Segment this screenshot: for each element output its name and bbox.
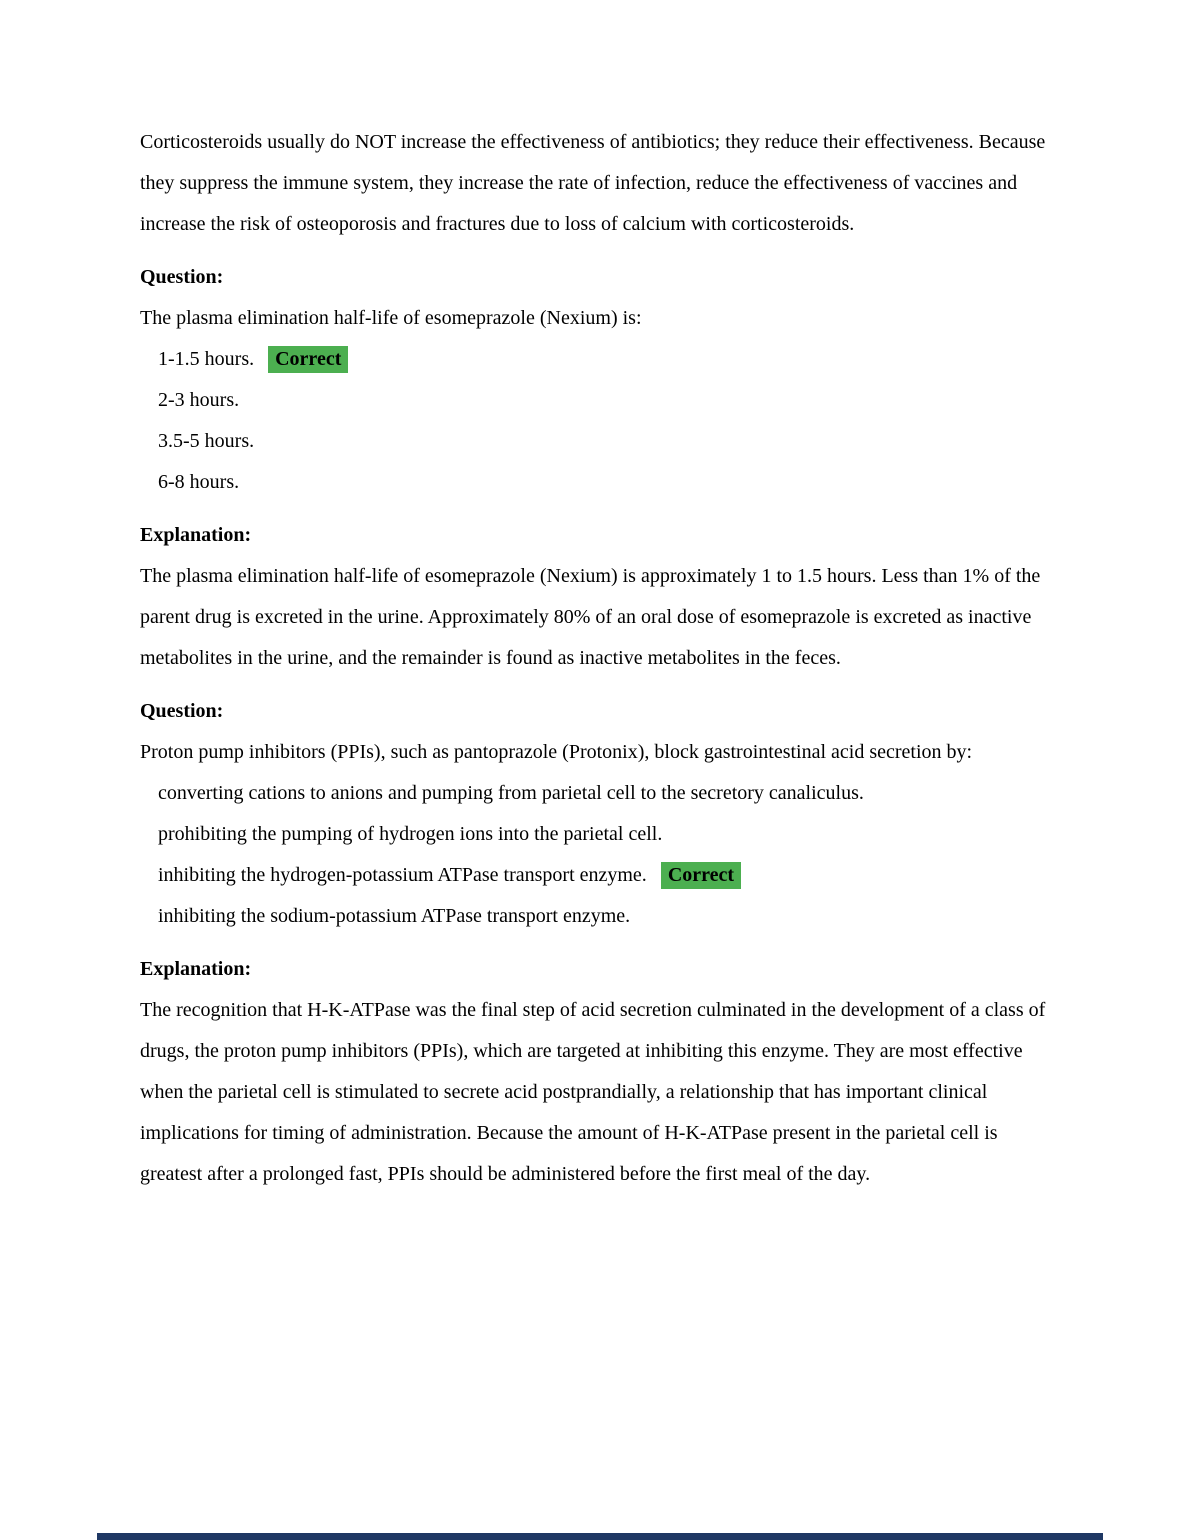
- document-content: [140, 122, 1052, 1195]
- option-text: prohibiting the pumping of hydrogen ions into the parietal cell.: [158, 823, 663, 845]
- explanation-1-heading: Explanation:: [140, 524, 252, 546]
- question-2-option-2: [158, 814, 1052, 855]
- intro-paragraph: Corticosteroids usually do NOT increase the effectiveness of antibiotics; they reduce their effectiveness. Because they suppress the immune system, they increase the rate of infection, reduce the effectiveness of vaccines and increase the risk of osteoporosis and fractures due to loss of calcium with corticosteroids.: [140, 131, 1046, 235]
- correct-badge: Correct: [268, 346, 348, 373]
- correct-badge: Correct: [661, 862, 741, 889]
- question-1-option-2: [158, 380, 1052, 421]
- option-text: inhibiting the hydrogen-potassium ATPase transport enzyme.: [158, 864, 647, 886]
- explanation-1-text: The plasma elimination half-life of esomeprazole (Nexium) is approximately 1 to 1.5 hours. Less than 1% of the parent drug is excreted in the urine. Approximately 80% of an oral dose of esomeprazole is excreted as inactive metabolites in the urine, and the remainder is found as inactive metabolites in the feces.: [140, 565, 1041, 669]
- question-1-heading: Question:: [140, 266, 224, 288]
- question-1-option-1: [158, 339, 1052, 380]
- option-text: 3.5-5 hours.: [158, 430, 255, 452]
- next-page-edge-bar: [97, 1533, 1103, 1540]
- question-1-text: The plasma elimination half-life of esomeprazole (Nexium) is:: [140, 307, 642, 329]
- option-text: 6-8 hours.: [158, 471, 240, 493]
- option-text: converting cations to anions and pumping from parietal cell to the secretory canaliculus.: [158, 782, 864, 804]
- explanation-2-heading: Explanation:: [140, 958, 252, 980]
- question-2-options: [140, 773, 1052, 937]
- question-2-option-3: [158, 855, 1052, 896]
- option-text: inhibiting the sodium-potassium ATPase transport enzyme.: [158, 905, 631, 927]
- question-1-option-3: [158, 421, 1052, 462]
- question-1-options: [140, 339, 1052, 503]
- option-text: 1-1.5 hours.: [158, 348, 255, 370]
- question-2-heading: Question:: [140, 700, 224, 722]
- question-2-option-1: [158, 773, 1052, 814]
- option-text: 2-3 hours.: [158, 389, 240, 411]
- question-2-option-4: [158, 896, 1052, 937]
- explanation-2-text: The recognition that H-K-ATPase was the final step of acid secretion culminated in the development of a class of drugs, the proton pump inhibitors (PPIs), which are targeted at inhibiting this enzyme. They are most effective when the parietal cell is stimulated to secrete acid postprandially, a relationship that has important clinical implications for timing of administration. Because the amount of H-K-ATPase present in the parietal cell is greatest after a prolonged fast, PPIs should be administered before the first meal of the day.: [140, 999, 1046, 1185]
- question-1-option-4: [158, 462, 1052, 503]
- question-2-text: Proton pump inhibitors (PPIs), such as pantoprazole (Protonix), block gastrointestinal acid secretion by:: [140, 741, 973, 763]
